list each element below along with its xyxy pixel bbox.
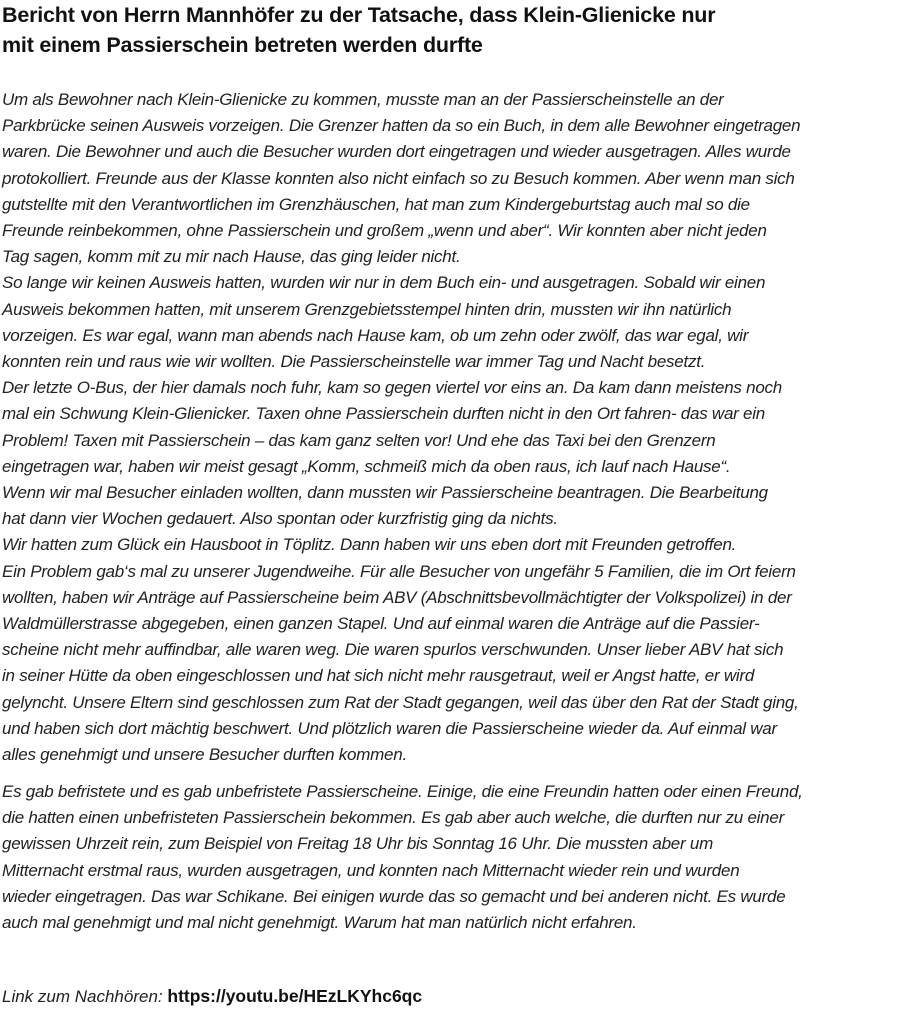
document-title (2, 0, 715, 60)
text-line: Wir hatten zum Glück ein Hausboot in Töplitz. Dann haben wir uns eben dort mit Freunden getroffen. (2, 535, 737, 555)
text-line: Es gab befristete und es gab unbefristete Passierscheine. Einige, die eine Freundin hatten oder einen Freund, (2, 782, 803, 801)
title-line: mit einem Passierschein betreten werden durfte (2, 33, 483, 57)
text-line: hat dann vier Wochen gedauert. Also spontan oder kurzfristig ging da nichts. (2, 509, 558, 529)
text-line: gutstellte mit den Verantwortlichen im Grenzhäuschen, hat man zum Kindergeburtstag auch mal so die (2, 194, 750, 214)
text-line: So lange wir keinen Ausweis hatten, wurden wir nur in dem Buch ein- und ausgetragen. Sobald wir einen (2, 273, 766, 293)
text-line: mal ein Schwung Klein-Glienicker. Taxen ohne Passierschein durften nicht in den Ort fahren- das war ein (2, 404, 765, 424)
text-line: Mitternacht erstmal raus, wurden ausgetragen, und konnten nach Mitternacht wieder rein und wurden (2, 860, 740, 880)
text-line: Problem! Taxen mit Passierschein – das kam ganz selten vor! Und ehe das Taxi bei den Grenzern (2, 430, 716, 450)
text-line: und haben sich dort mächtig beschwert. Und plötzlich waren die Passierscheine wieder da. Auf einmal war (2, 718, 777, 738)
text-line: vorzeigen. Es war egal, wann man abends nach Hause kam, ob um zehn oder zwölf, das war egal, wir (2, 325, 749, 345)
text-line: Wenn wir mal Besucher einladen wollten, dann mussten wir Passierscheine beantragen. Die Bearbeitung (2, 483, 768, 503)
youtube-link[interactable]: https://youtu.be/HEzLKYhc6qc (167, 986, 423, 1006)
text-line: Der letzte O-Bus, der hier damals noch fuhr, kam so gegen viertel vor eins an. Da kam dann meistens noch (2, 378, 783, 398)
text-line: Um als Bewohner nach Klein-Glienicke zu kommen, musste man an der Passierscheinstelle an der (2, 90, 724, 109)
text-line: protokolliert. Freunde aus der Klasse konnten also nicht einfach so zu Besuch kommen. Aber wenn man sich (2, 168, 795, 188)
text-line: Parkbrücke seinen Ausweis vorzeigen. Die Grenzer hatten da so ein Buch, in dem alle Bewohner eingetragen (2, 116, 801, 136)
text-line: wieder eingetragen. Das war Schikane. Bei einigen wurde das so gemacht und bei anderen nicht. Es wurde (2, 886, 786, 906)
listen-link-line (2, 983, 422, 1010)
paragraph-2 (2, 779, 803, 936)
text-line: Waldmüllerstrasse abgegeben, einen ganzen Stapel. Und auf einmal waren die Anträge auf die Passier- (2, 614, 760, 634)
text-line: eingetragen war, haben wir meist gesagt „Komm, schmeiß mich da oben raus, ich lauf nach Hause“. (2, 456, 731, 476)
text-line: waren. Die Bewohner und auch die Besucher wurden dort eingetragen und wieder ausgetragen. Alles wurde (2, 142, 791, 162)
text-line: Freunde reinbekommen, ohne Passierschein und großem „wenn und aber“. Wir konnten aber nicht jeden (2, 221, 767, 241)
text-line: konnten rein und raus wie wir wollten. Die Passierscheinstelle war immer Tag und Nacht besetzt. (2, 352, 706, 372)
link-label: Link zum Nachhören: (2, 987, 168, 1006)
text-line: auch mal genehmigt und mal nicht genehmigt. Warum hat man natürlich nicht erfahren. (2, 913, 637, 933)
text-line: gelyncht. Unsere Eltern sind geschlossen zum Rat der Stadt gegangen, weil das über den Rat der Stadt ging, (2, 692, 799, 712)
text-line: die hatten einen unbefristeten Passierschein bekommen. Es gab aber auch welche, die durften nur zu einer (2, 808, 784, 828)
text-line: in seiner Hütte da oben eingeschlossen und hat sich nicht mehr rausgetraut, weil er Angst hatte, er wird (2, 666, 755, 686)
text-line: alles genehmigt und unsere Besucher durften kommen. (2, 745, 407, 765)
text-line: wollten, haben wir Anträge auf Passierscheine beim ABV (Abschnittsbevollmächtigter der Volkspolizei) in der (2, 587, 792, 607)
text-line: Ausweis bekommen hatten, mit unserem Grenzgebietsstempel hinten drin, mussten wir ihn natürlich (2, 299, 732, 319)
text-line: Ein Problem gab‘s mal zu unserer Jugendweihe. Für alle Besucher von ungefähr 5 Familien, die im Ort feiern (2, 561, 796, 581)
text-line: Tag sagen, komm mit zu mir nach Hause, das ging leider nicht. (2, 247, 461, 267)
text-line: gewissen Uhrzeit rein, zum Beispiel von Freitag 18 Uhr bis Sonntag 16 Uhr. Die mussten aber um (2, 834, 713, 854)
title-line: Bericht von Herrn Mannhöfer zu der Tatsache, dass Klein-Glienicke nur (2, 3, 716, 27)
text-line: scheine nicht mehr auffindbar, alle waren weg. Die waren spurlos verschwunden. Unser lieber ABV hat sich (2, 640, 784, 660)
paragraph-1 (2, 87, 800, 768)
